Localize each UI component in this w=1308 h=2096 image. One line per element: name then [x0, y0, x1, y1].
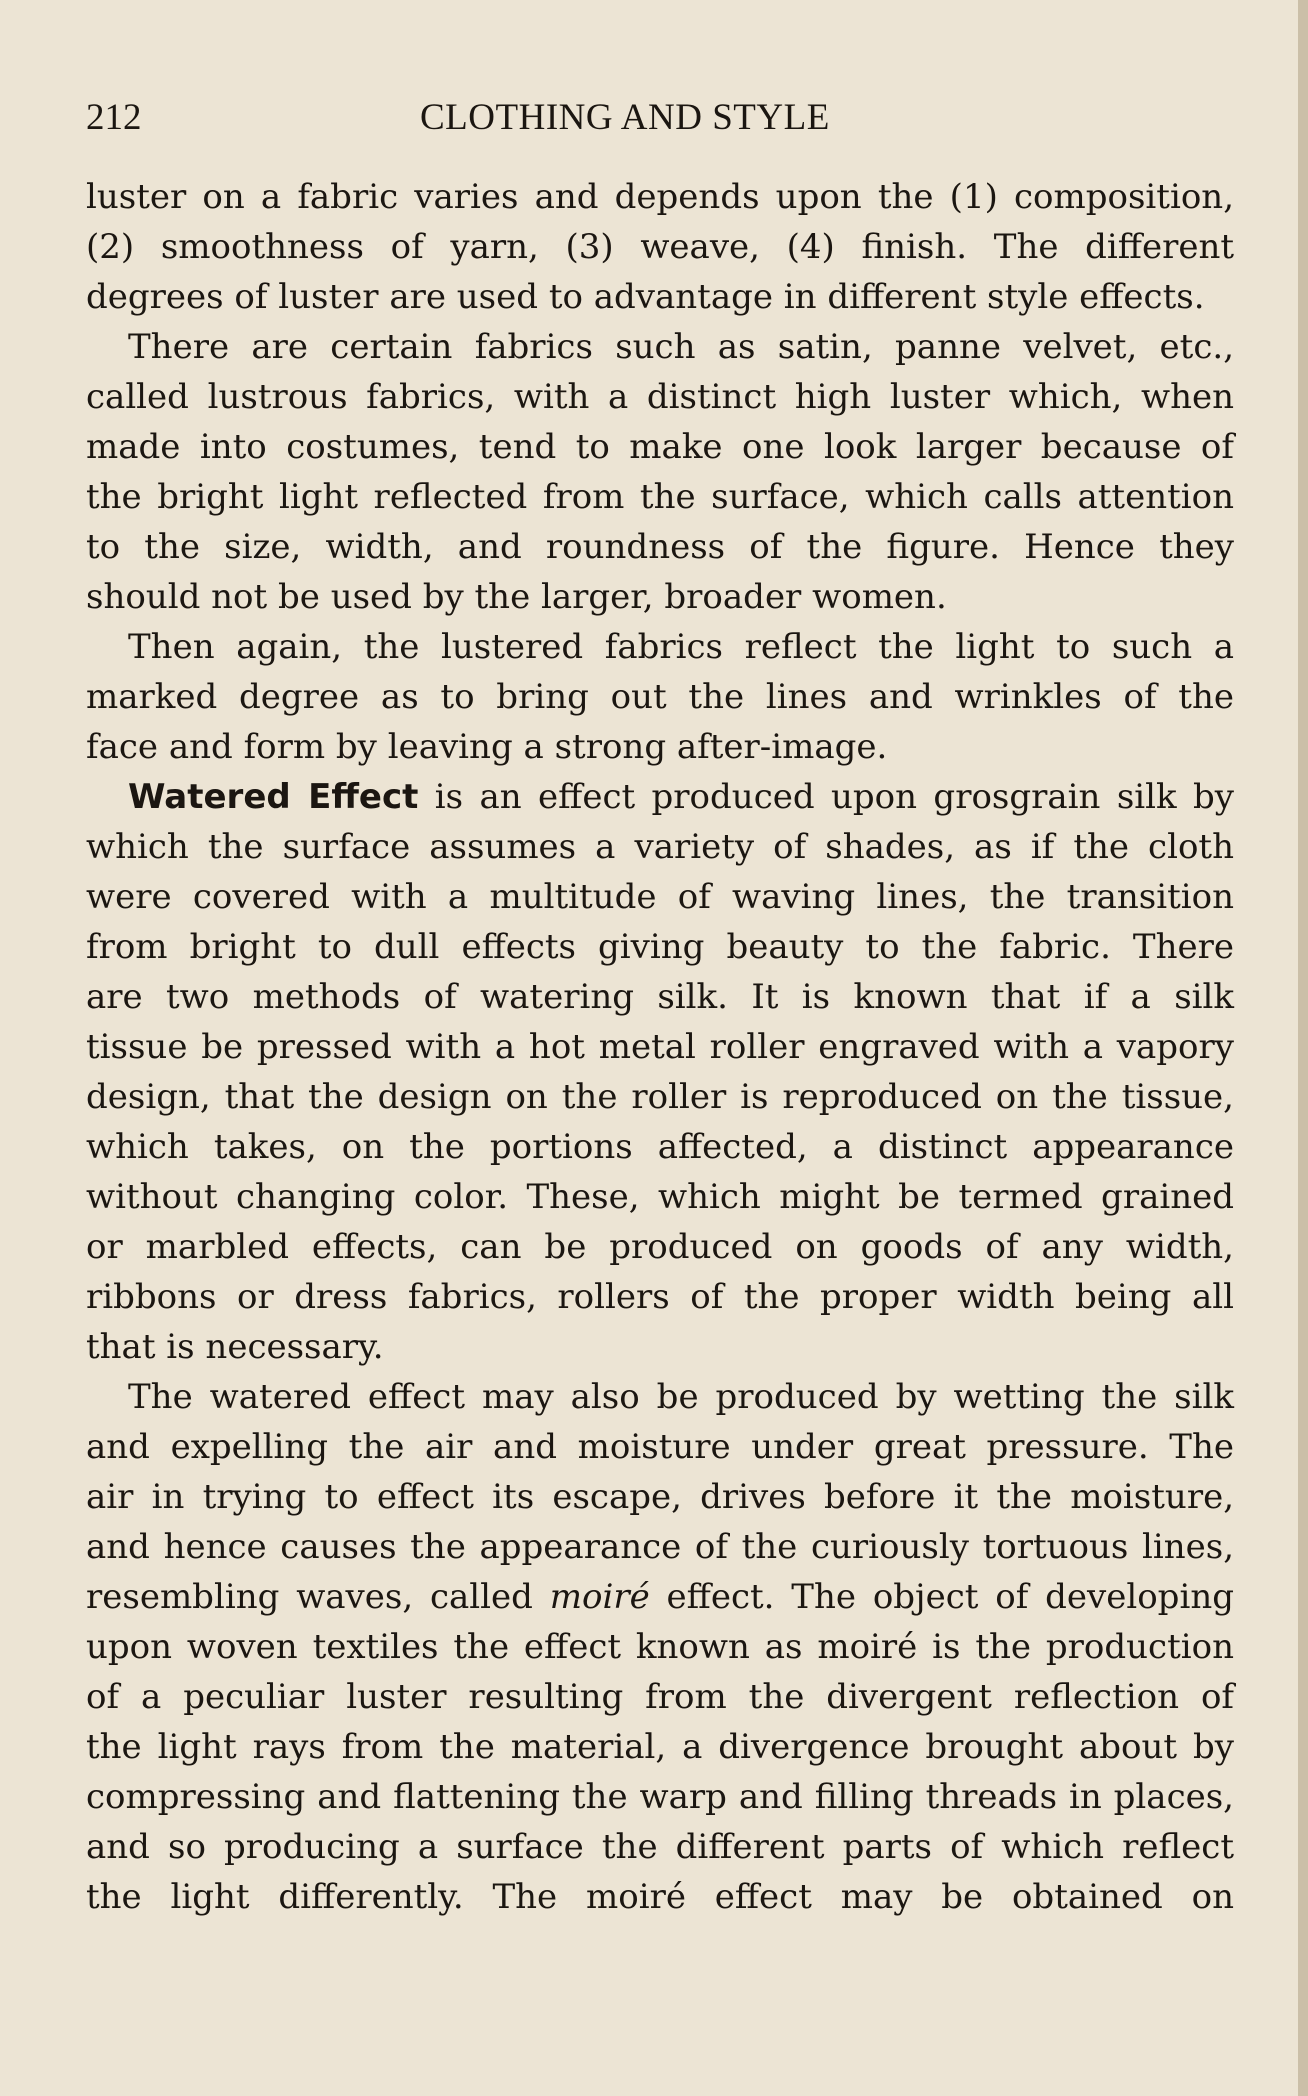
- text-line: to the size, width, and roundness of the figure. Hence they: [86, 527, 1234, 567]
- text-line: design, that the design on the roller is reproduced on the tissue,: [86, 1077, 1234, 1117]
- text-line: luster on a fabric varies and depends upon the (1) composition,: [86, 177, 1234, 217]
- text-line: The watered effect may also be produced by wetting the silk: [128, 1377, 1234, 1417]
- text-line: of a peculiar luster resulting from the divergent reflection of: [86, 1677, 1234, 1717]
- italic-term: moiré: [549, 1577, 650, 1617]
- text-line: which the surface assumes a variety of shades, as if the cloth: [86, 827, 1234, 867]
- text-line: upon woven textiles the effect known as moiré is the production: [86, 1627, 1234, 1667]
- text-line: should not be used by the larger, broader women.: [86, 577, 947, 617]
- text-line: ribbons or dress fabrics, rollers of the proper width being all: [86, 1277, 1234, 1317]
- text-line: which takes, on the portions affected, a distinct appearance: [86, 1127, 1234, 1167]
- text-line: [86, 772, 1234, 822]
- page-number: 212: [86, 97, 142, 138]
- body-text: [86, 172, 1234, 1922]
- text-line: tissue be pressed with a hot metal roller engraved with a vapory: [86, 1027, 1234, 1067]
- text-fragment: resembling waves, called: [86, 1577, 550, 1617]
- text-line: degrees of luster are used to advantage in different style effects.: [86, 277, 1205, 317]
- text-line: Then again, the lustered fabrics reflect the light to such a: [128, 627, 1234, 667]
- text-fragment: effect. The object of developing: [649, 1577, 1234, 1617]
- text-line: face and form by leaving a strong after-image.: [86, 727, 888, 767]
- running-title: CLOTHING AND STYLE: [420, 97, 830, 138]
- text-fragment: is an effect produced upon grosgrain silk by: [418, 777, 1234, 817]
- text-line: and expelling the air and moisture under great pressure. The: [86, 1427, 1234, 1467]
- paragraph-moire: [86, 1372, 1234, 1922]
- text-line: There are certain fabrics such as satin, panne velvet, etc.,: [128, 327, 1234, 367]
- paragraph-1: [86, 172, 1234, 322]
- text-line: and so producing a surface the different parts of which reflect: [86, 1827, 1234, 1867]
- text-line: [86, 1572, 1234, 1622]
- text-line: compressing and flattening the warp and filling threads in places,: [86, 1777, 1234, 1817]
- text-line: without changing color. These, which might be termed grained: [86, 1177, 1234, 1217]
- text-line: and hence causes the appearance of the curiously tortuous lines,: [86, 1527, 1234, 1567]
- text-line: were covered with a multitude of waving lines, the transition: [86, 877, 1234, 917]
- page-edge: [1298, 0, 1308, 2096]
- text-line: from bright to dull effects giving beauty to the fabric. There: [86, 927, 1234, 967]
- paragraph-watered-effect: [86, 772, 1234, 1372]
- text-line: the bright light reflected from the surface, which calls attention: [86, 477, 1234, 517]
- paragraph-2: [86, 322, 1234, 622]
- text-line: the light rays from the material, a divergence brought about by: [86, 1727, 1234, 1767]
- text-line: made into costumes, tend to make one look larger because of: [86, 427, 1234, 467]
- text-line: (2) smoothness of yarn, (3) weave, (4) finish. The different: [86, 227, 1234, 267]
- paragraph-3: [86, 622, 1234, 772]
- text-line: that is necessary.: [86, 1327, 384, 1367]
- text-line: marked degree as to bring out the lines and wrinkles of the: [86, 677, 1234, 717]
- text-line: or marbled effects, can be produced on goods of any width,: [86, 1227, 1234, 1267]
- run-in-heading: Watered Effect: [128, 777, 419, 817]
- text-line: air in trying to effect its escape, drives before it the moisture,: [86, 1477, 1234, 1517]
- text-line: called lustrous fabrics, with a distinct high luster which, when: [86, 377, 1234, 417]
- text-line: the light differently. The moiré effect may be obtained on: [86, 1877, 1234, 1917]
- text-line: are two methods of watering silk. It is known that if a silk: [86, 977, 1234, 1017]
